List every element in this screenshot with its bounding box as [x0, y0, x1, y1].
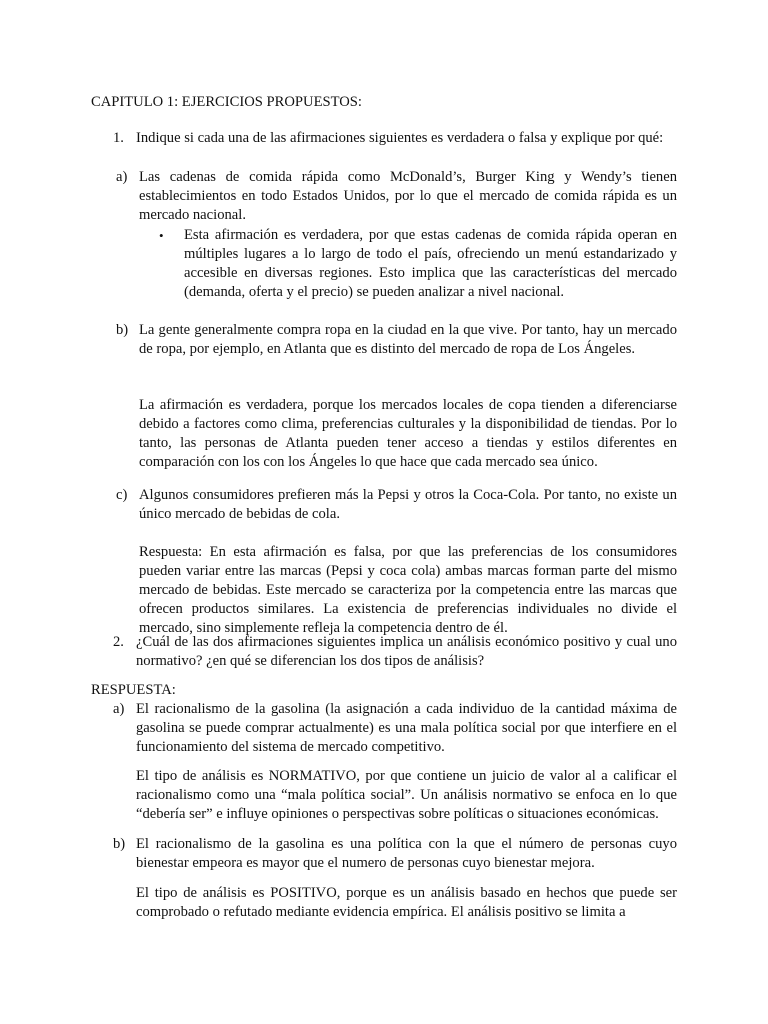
respuesta-heading: RESPUESTA:	[91, 682, 176, 698]
item-1a-statement: Las cadenas de comida rápida como McDonald’s, Burger King y Wendy’s tienen establecimientos en todo Estados Unidos, por lo que el mercado de comida rápida es un mercado nacional.	[139, 169, 677, 223]
respuesta-a-letter: a)	[113, 701, 125, 717]
page-title: CAPITULO 1: EJERCICIOS PROPUESTOS:	[91, 94, 362, 110]
question-2-text: ¿Cuál de las dos afirmaciones siguientes implica un análisis económico positivo y cual uno normativo? ¿en qué se diferencian los dos tipos de análisis?	[136, 634, 677, 669]
question-1-text: Indique si cada una de las afirmaciones siguientes es verdadera o falsa y explique por qué:	[136, 130, 664, 146]
respuesta-a-answer: El tipo de análisis es NORMATIVO, por que contiene un juicio de valor al a calificar el racionalismo como una “mala política social”. Un análisis normativo se enfoca en lo que “debería ser” e influye opiniones o perspectivas sobre políticas o situaciones económicas.	[136, 768, 677, 822]
question-1-number: 1.	[113, 130, 124, 146]
item-1c-letter: c)	[116, 487, 128, 503]
item-1b-statement: La gente generalmente compra ropa en la ciudad en la que vive. Por tanto, hay un mercado de ropa, por ejemplo, en Atlanta que es distinto del mercado de ropa de Los Ángeles.	[139, 322, 677, 357]
respuesta-a-statement: El racionalismo de la gasolina (la asignación a cada individuo de la cantidad máxima de gasolina se puede comprar actualmente) es una mala política social por que interfiere en el funcionamiento del sistema de mercado competitivo.	[136, 701, 677, 755]
item-1a-letter: a)	[116, 169, 128, 185]
item-1c-statement: Algunos consumidores prefieren más la Pepsi y otros la Coca-Cola. Por tanto, no existe un único mercado de bebidas de cola.	[139, 487, 677, 522]
respuesta-b-answer: El tipo de análisis es POSITIVO, porque es un análisis basado en hechos que puede ser comprobado o refutado mediante evidencia empírica. El análisis positivo se limita a	[136, 885, 677, 920]
question-2-number: 2.	[113, 634, 124, 650]
bullet-icon: •	[159, 228, 164, 243]
item-1a-answer: Esta afirmación es verdadera, por que estas cadenas de comida rápida operan en múltiples lugares a lo largo de todo el país, ofreciendo un menú estandarizado y accesible en diversas regiones. Esto implica que las características del mercado (demanda, oferta y el precio) se pueden analizar a nivel nacional.	[184, 227, 677, 300]
item-1b-letter: b)	[116, 322, 129, 338]
respuesta-b-letter: b)	[113, 836, 126, 852]
item-1c-answer: Respuesta: En esta afirmación es falsa, por que las preferencias de los consumidores pueden variar entre las marcas (Pepsi y coca cola) ambas marcas forman parte del mismo mercado de bebidas. Este mercado se caracteriza por la competencia entre las marcas que ofrecen productos similares. La existencia de preferencias individuales no divide el mercado, sino simplemente refleja la competencia dentro de él.	[139, 544, 677, 636]
item-1b-answer: La afirmación es verdadera, porque los mercados locales de copa tienden a diferenciarse debido a factores como clima, preferencias culturales y la disponibilidad de tiendas. Por lo tanto, las personas de Atlanta pueden tener acceso a tiendas y estilos diferentes en comparación con los con los Ángeles lo que hace que cada mercado sea único.	[139, 397, 677, 470]
respuesta-b-statement: El racionalismo de la gasolina es una política con la que el número de personas cuyo bienestar empeora es mayor que el numero de personas cuyo bienestar mejora.	[136, 836, 677, 871]
